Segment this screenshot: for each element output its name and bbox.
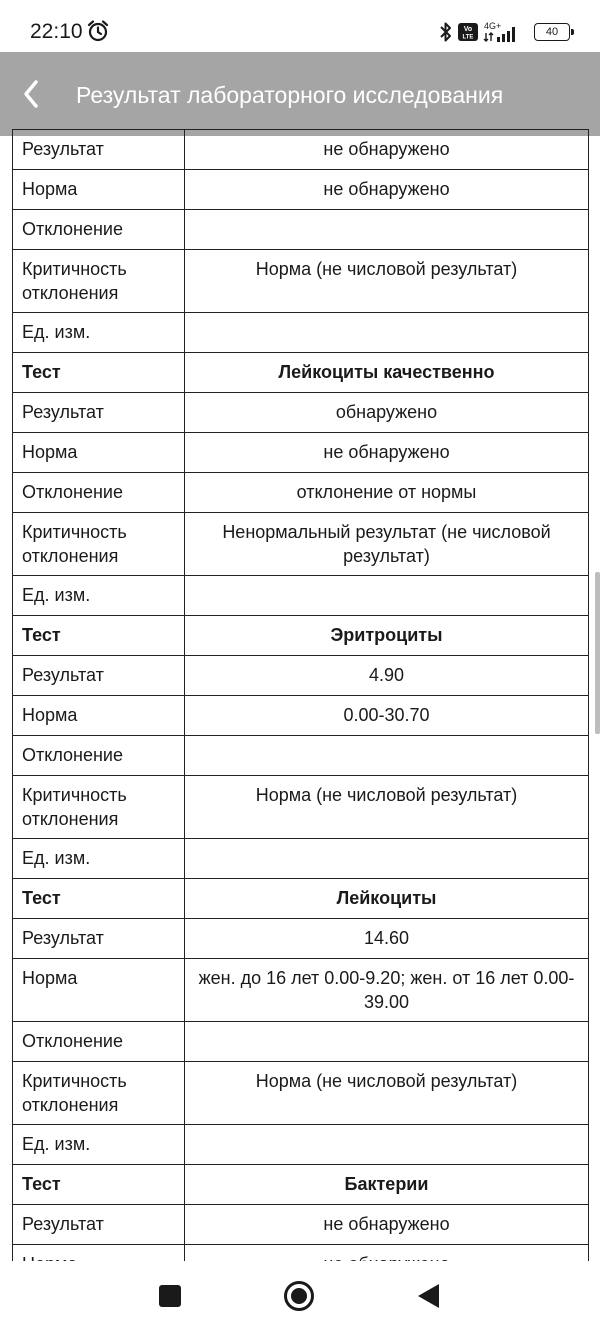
row-value [185,1022,589,1062]
row-label: Критичность отклонения [13,1062,185,1125]
row-label: Результат [13,919,185,959]
row-value [185,210,589,250]
row-value: Эритроциты [185,616,589,656]
row-value: Лейкоциты [185,879,589,919]
row-label: Результат [13,130,185,170]
row-label: Норма [13,959,185,1022]
table-row [13,919,589,959]
alarm-icon [86,19,110,43]
row-label: Ед. изм. [13,839,185,879]
test-header-row [13,353,589,393]
lab-results-table [12,129,589,1285]
row-value [185,736,589,776]
row-label: Ед. изм. [13,576,185,616]
row-label: Отклонение [13,1022,185,1062]
chevron-left-icon[interactable] [14,72,54,116]
table-row [13,170,589,210]
row-value: Норма (не числовой результат) [185,1062,589,1125]
row-value: Норма (не числовой результат) [185,776,589,839]
row-value: Ненормальный результат (не числовой результат) [185,513,589,576]
row-label: Тест [13,879,185,919]
table-row [13,1062,589,1125]
row-value [185,839,589,879]
row-value: Бактерии [185,1165,589,1205]
row-value: жен. до 16 лет 0.00-9.20; жен. от 16 лет 0.00-39.00 [185,959,589,1022]
app-bar [0,52,600,136]
recents-square-icon[interactable] [153,1279,187,1313]
results-scroll-area[interactable] [0,136,600,1261]
row-label: Результат [13,1205,185,1245]
status-icons [439,18,570,46]
table-row [13,210,589,250]
row-label: Отклонение [13,210,185,250]
battery-icon: 40 [534,23,570,41]
row-value: не обнаружено [185,1205,589,1245]
table-row [13,656,589,696]
bluetooth-icon [439,21,453,43]
table-row [13,1125,589,1165]
row-value [185,313,589,353]
row-value: не обнаружено [185,433,589,473]
row-label: Ед. изм. [13,313,185,353]
table-row [13,250,589,313]
test-header-row [13,616,589,656]
table-row [13,1022,589,1062]
svg-text:LTE: LTE [462,34,474,41]
table-row [13,130,589,170]
test-header-row [13,879,589,919]
table-row [13,576,589,616]
table-row [13,433,589,473]
row-label: Норма [13,170,185,210]
back-triangle-icon[interactable] [412,1279,446,1313]
status-time: 22:10 [30,20,83,43]
row-value: обнаружено [185,393,589,433]
table-row [13,473,589,513]
svg-text:4G+: 4G+ [484,21,502,31]
row-value: не обнаружено [185,170,589,210]
table-row [13,736,589,776]
page-title: Результат лабораторного исследования [76,82,504,108]
row-value [185,1125,589,1165]
signal-icon [483,20,523,44]
row-label: Норма [13,696,185,736]
home-circle-icon[interactable] [282,1279,316,1313]
table-row [13,696,589,736]
table-row [13,1205,589,1245]
test-header-row [13,1165,589,1205]
row-label: Норма [13,433,185,473]
row-label: Критичность отклонения [13,250,185,313]
row-value [185,576,589,616]
row-value: Норма (не числовой результат) [185,250,589,313]
row-label: Ед. изм. [13,1125,185,1165]
table-row [13,313,589,353]
table-row [13,959,589,1022]
row-label: Тест [13,353,185,393]
row-label: Отклонение [13,473,185,513]
scrollbar[interactable] [595,572,600,734]
row-label: Результат [13,656,185,696]
row-label: Отклонение [13,736,185,776]
table-row [13,776,589,839]
row-label: Тест [13,1165,185,1205]
row-value: Лейкоциты качественно [185,353,589,393]
row-label: Критичность отклонения [13,776,185,839]
volte-icon [458,23,478,41]
status-bar [0,0,600,52]
table-row [13,393,589,433]
svg-text:Vo: Vo [463,26,473,33]
row-label: Критичность отклонения [13,513,185,576]
row-value: не обнаружено [185,130,589,170]
table-row [13,513,589,576]
navigation-bar [0,1261,600,1332]
table-row [13,839,589,879]
row-label: Результат [13,393,185,433]
row-value: 14.60 [185,919,589,959]
row-value: 0.00-30.70 [185,696,589,736]
row-label: Тест [13,616,185,656]
row-value: отклонение от нормы [185,473,589,513]
row-value: 4.90 [185,656,589,696]
